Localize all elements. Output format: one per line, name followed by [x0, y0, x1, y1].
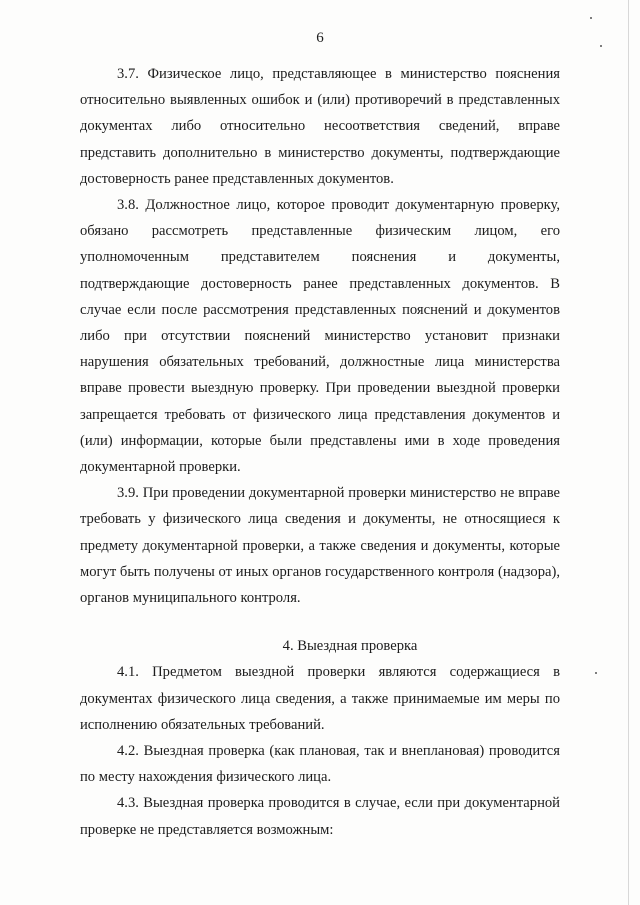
scan-speck: [600, 45, 602, 47]
paragraph-3-9: 3.9. При проведении документарной проверки министерство не вправе требовать у физического лица сведения и документы, не относящиеся к предмету документарной проверки, а также сведения и документы, которые могут быть получены от иных органов государственного контроля (надзора), органов муниципального контроля.: [80, 485, 560, 607]
scan-speck: [590, 17, 592, 19]
paragraph-4-3: 4.3. Выездная проверка проводится в случае, если при документарной проверке не представляется возможным:: [80, 795, 560, 838]
document-body: [80, 61, 560, 843]
section-heading: 4. Выездная проверка: [282, 638, 418, 655]
paragraph-3-7: 3.7. Физическое лицо, представляющее в министерство пояснения относительно выявленных ошибок и (или) противоречий в представленных документах либо относительно несоответствия сведений, вправе представить дополнительно в министерство документы, подтверждающие достоверность ранее представленных документов.: [80, 66, 560, 187]
paragraph-4-1: 4.1. Предметом выездной проверки являются содержащиеся в документах физического лица сведения, а также принимаемые им меры по исполнению обязательных требований.: [80, 664, 560, 733]
paragraph-3-8: 3.8. Должностное лицо, которое проводит документарную проверку, обязано рассмотреть представленные физическим лицом, его уполномоченным представителем пояснения и документы, подтверждающие достоверность ранее представленных документов. В случае если после рассмотрения представленных пояснений и документов либо при отсутствии пояснений министерство установит признаки нарушения обязательных требований, должностные лица министерства вправе провести выездную проверку. При проведении выездной проверки запрещается требовать от физического лица представления документов и (или) информации, которые были представлены ими в ходе проведения документарной проверки.: [80, 197, 560, 476]
paragraph-4-2: 4.2. Выездная проверка (как плановая, так и внеплановая) проводится по месту нахождения физического лица.: [80, 743, 560, 786]
scan-speck: [595, 672, 597, 674]
scan-edge-line: [628, 0, 629, 905]
page-number: 6: [316, 30, 324, 46]
